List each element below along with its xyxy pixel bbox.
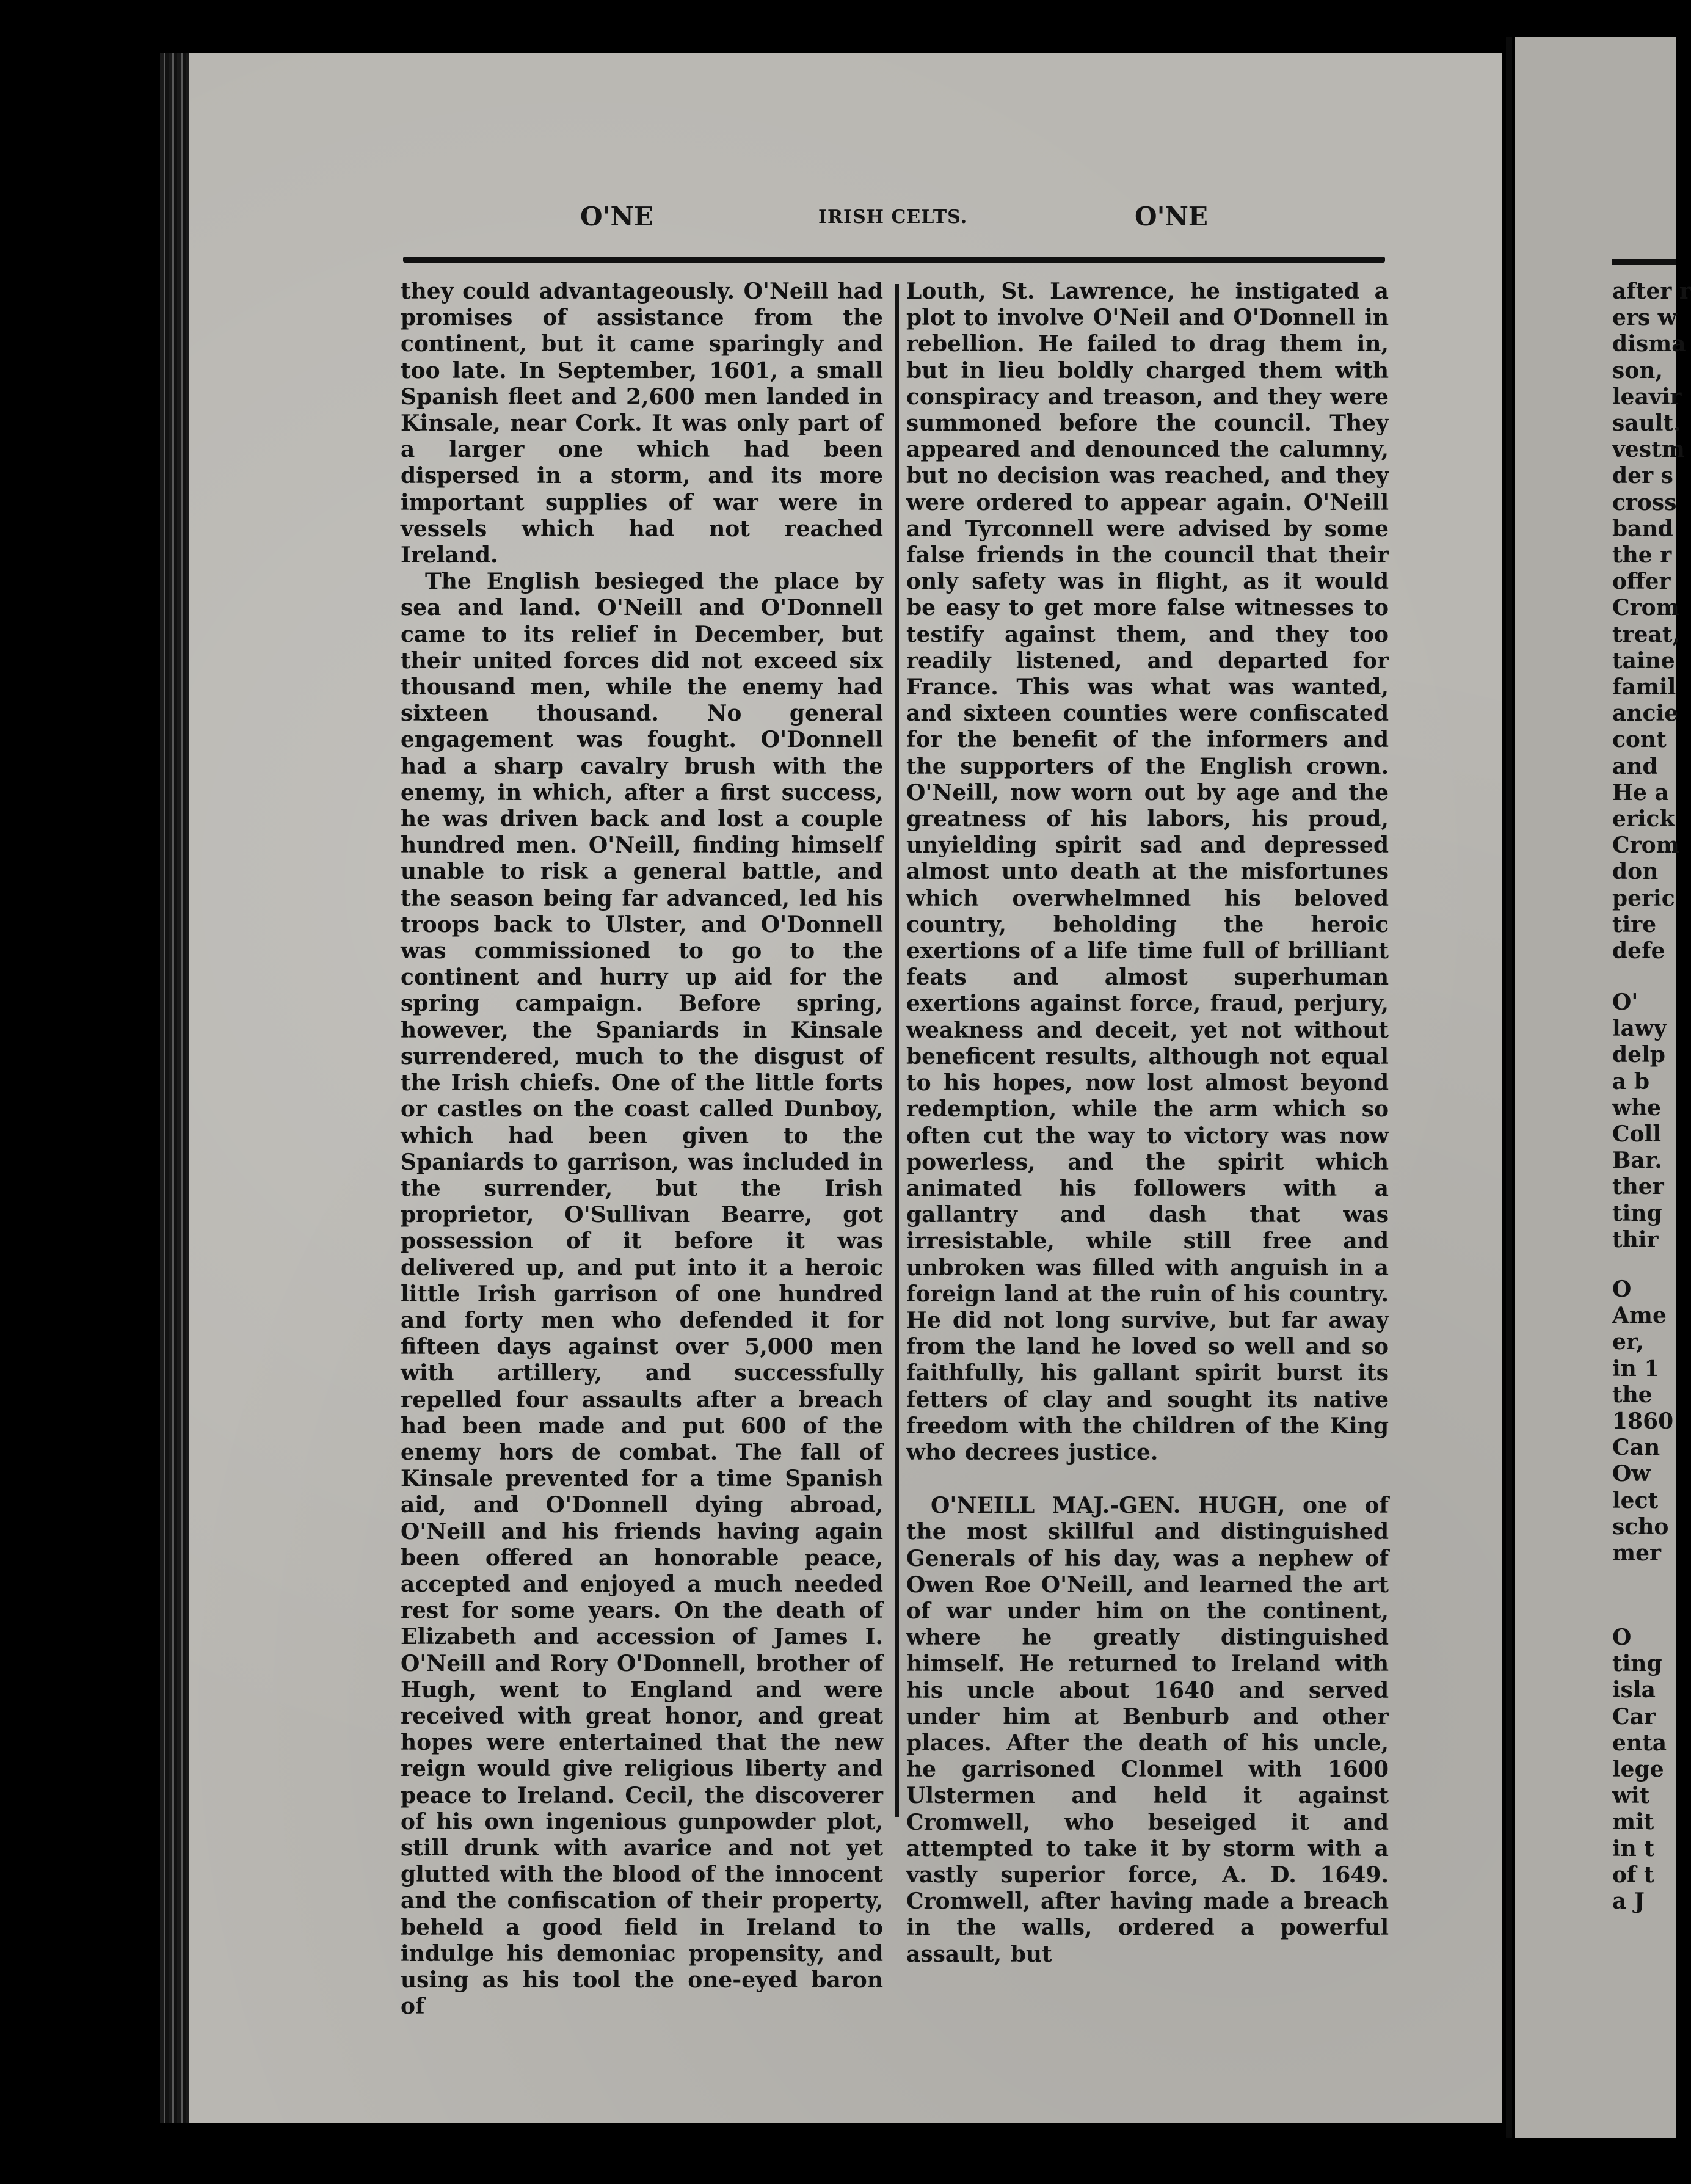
header-left-guideword: O'NE [580,202,653,231]
book-binding [160,53,191,2123]
entry-paragraph: O'NEILL MAJ.-GEN. HUGH, one of the most skillful and distinguished Generals of his day, was a nephew of Owen Roe O'Neill, and learned the art of war under him on the continent, where he greatly distinguished himself. He returned to Ireland with his uncle about 1640 and served under him at Benburb and other places. After the death of his uncle, he garrisoned Clonmel with 1600 Ulstermen and held it against Cromwell, who beseiged it and attempted to take it by storm with a vastly superior force, A. D. 1649. Cromwell, after having made a breach in the walls, ordered a powerful assault, but [906,1493,1389,1967]
adjacent-text-block: after r ers w disma son, leavir sault. vestm der s cross band the r offer Crom treat, taine famil ancie cont and He a erick Crom don peric tire defe [1612,278,1691,964]
text-column-right [906,278,1389,1968]
paragraph: they could advantageously. O'Neill had promises of assistance from the continent, but it came sparingly and too late. In September, 1601, a small Spanish fleet and 2,600 men landed in Kinsale, near Cork. It was only part of a larger one which had been dispersed in a storm, and its more important supplies of war were in vessels which had not reached Ireland. [401,278,883,569]
adjacent-text-block: O' lawy delp a b whe Coll Bar. ther ting thir [1612,989,1667,1253]
adjacent-header-rule [1612,259,1676,265]
adjacent-text-block: O ting isla Car enta lege wit mit in t of t a J [1612,1625,1667,1915]
column-divider [895,284,899,1817]
paragraph: The English besieged the place by sea and land. O'Neill and O'Donnell came to its relief in December, but their united forces did not exceed six thousand men, while the enemy had sixteen thousand. No general engagement was fought. O'Donnell had a sharp cavalry brush with the enemy, in which, after a first success, he was driven back and lost a couple hundred men. O'Neill, finding himself unable to risk a general battle, and the season being far advanced, led his troops back to Ulster, and O'Donnell was commissioned to go to the continent and hurry up aid for the spring campaign. Before spring, however, the Spaniards in Kinsale surrendered, much to the disgust of the Irish chiefs. One of the little forts or castles on the coast called Dunboy, which had been given to the Spaniards to garrison, was included in the surrender, but the Irish proprietor, O'Sullivan Bearre, got possession of it before it was delivered up, and put into it a heroic little Irish garrison of one hundred and forty men who defended it for fifteen days against over 5,000 men with artillery, and successfully repelled four assaults after a breach had been made and put 600 of the enemy hors de combat. The fall of Kinsale prevented for a time Spanish aid, and O'Donnell dying abroad, O'Neill and his friends having again been offered an honorable peace, accepted and enjoyed a much needed rest for some years. On the death of Elizabeth and accession of James I. O'Neill and Rory O'Donnell, brother of Hugh, went to England and were received with great honor, and great hopes were entertained that the new reign would give religious liberty and peace to Ireland. Cecil, the discoverer of his own ingenious gunpowder plot, still drunk with avarice and not yet glutted with the blood of the innocent and the confiscation of their property, beheld a good field in Ireland to indulge his demoniac propensity, and using as his tool the one-eyed baron of [401,569,883,2020]
adjacent-text-block: O Ame er, in 1 the 1860 Can Ow lect scho mer [1612,1276,1674,1567]
page-gutter [1506,37,1512,2138]
header-right-guideword: O'NE [1135,202,1208,231]
header-rule [403,257,1385,263]
running-header [403,202,1221,244]
header-title: IRISH CELTS. [818,206,968,228]
paragraph: Louth, St. Lawrence, he instigated a plot to involve O'Neil and O'Donnell in rebellion. He failed to drag them in, but in lieu boldly charged them with conspiracy and treason, and they were summoned before the council. They appeared and denounced the calumny, but no decision was reached, and they were ordered to appear again. O'Neill and Tyrconnell were advised by some false friends in the council that their only safety was in flight, as it would be easy to get more false witnesses to testify against them, and they too readily listened, and departed for France. This was what was wanted, and sixteen counties were confiscated for the benefit of the informers and the supporters of the English crown. O'Neill, now worn out by age and the greatness of his labors, his proud, unyielding spirit sad and depressed almost unto death at the misfortunes which overwhelmned his beloved country, beholding the heroic exertions of a life time full of brilliant feats and almost superhuman exertions against force, fraud, perjury, weakness and deceit, yet not without beneficent results, although not equal to his hopes, now lost almost beyond redemption, while the arm which so often cut the way to victory was now powerless, and the spirit which animated his followers with a gallantry and dash that was irresistable, while still free and unbroken was filled with anguish in a foreign land at the ruin of his country. He did not long survive, but far away from the land he loved so well and so faithfully, his gallant spirit burst its fetters of clay and sought its native freedom with the children of the King who decrees justice. [906,278,1389,1465]
text-column-left [401,278,883,2020]
